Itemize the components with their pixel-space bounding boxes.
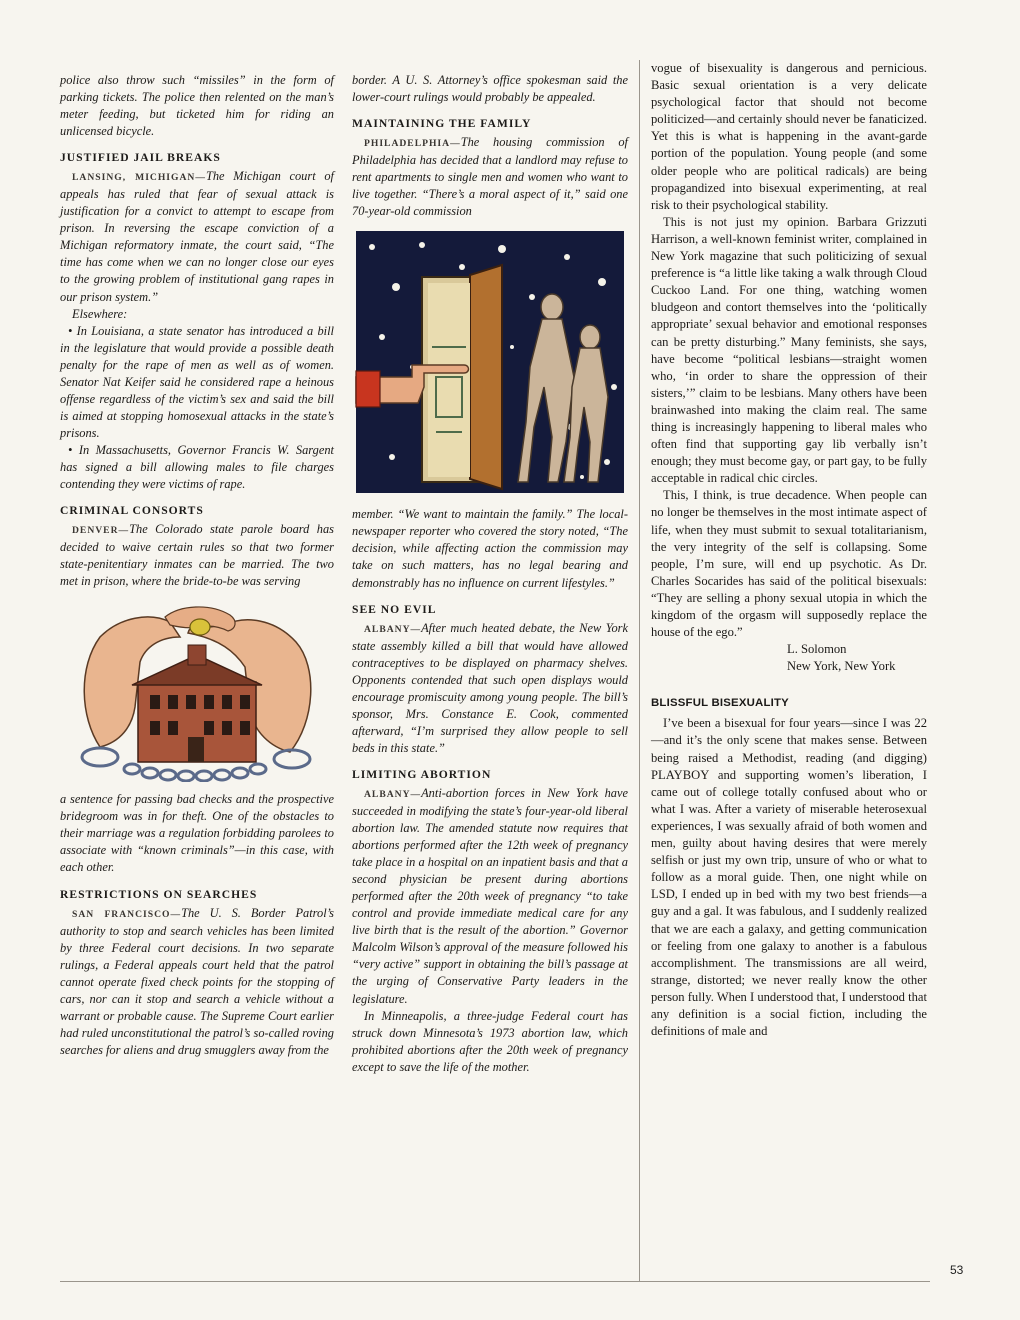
letter-paragraph-2: This is not just my opinion. Barbara Grizzuti Harrison, a well-known feminist writer, complained in New York magazine that such politicizing of sexual preference is “a little like taking a walk through Cloud Cuckoo Land. For one thing, watching women bludgeon and contort themselves into the ‘politically appropriate’ sexual behavior and emotional responses can be pretty disturbing.” Many feminists, she says, have become “political lesbians—straight women who, ‘in order to share the oppression of their sisters,’” claim to be lesbians. Many others have been brainwashed into making the claim real. The same thing is increasingly happening to liberal males who often find that supporting gay lib verbally isn’t enough; they must become gay, or part gay, to be fully acceptable in radical chic circles. bbox=[651, 214, 927, 486]
article-see-no-evil bbox=[352, 620, 628, 757]
article-text: The Colorado state parole board has decided to waive certain rules so that two former state-penitentiary inmates can be married. The two met in prison, where the bride-to-be was serving bbox=[60, 522, 334, 589]
handcuffs-illustration bbox=[60, 597, 334, 782]
article-maintaining-family bbox=[352, 134, 628, 220]
article-text: After much heated debate, the New York state assembly killed a bill that would have allowed contraceptives to be displayed on pharmacy shelves. Opponents contended that such open displays would encourage promiscuity among young people. The bill’s sponsor, Mrs. Constance E. Cook, commented afterward, “I’m surprised they allow people to sell beds in this state.” bbox=[352, 620, 628, 755]
article-limiting-abortion bbox=[352, 785, 628, 1008]
letter-paragraph-3: This, I think, is true decadence. When people can no longer be themselves in the most intimate aspect of life, when they must submit to sexual totalitarianism, the very integrity of the self is collapsing. Some people, I’m sure, will end up psychotic. As Dr. Charles Socarides has said of the political bisexuals: “They are selling a phony sexual utopia in which the kingdom of the orgasm will supposedly replace the house of the ego.” bbox=[651, 488, 927, 640]
article-criminal-consorts-cont: a sentence for passing bad checks and the prospective bridegroom was in for theft. One of the obstacles to their marriage was a regulation forbidding parolees to associate with “known criminals”—in this case, with each other. bbox=[60, 792, 334, 875]
door-illustration bbox=[352, 227, 628, 497]
bullet-massachusetts: • In Massachusetts, Governor Francis W. Sargent has signed a bill allowing males to file charges contending they were victims of rape. bbox=[60, 442, 334, 492]
article-text: Anti-abortion forces in New York have succeeded in modifying the state’s four-year-old liberal abortion law. The amended statute now requires that abortions performed after the 12th week of pregnancy take place in a hospital on an inpatient basis and that a second physician be present during abortions performed after the 20th week of pregnancy “to take control and provide immediate medical care for any live birth that is the result of the abortion.” Governor Malcolm Wilson’s approval of the measure followed his “very active” support in obtaining the bill’s passage at the urging of Conservative Party leaders in the legislature. bbox=[352, 785, 628, 1006]
dateline: PHILADELPHIA— bbox=[364, 138, 461, 150]
dateline: SAN FRANCISCO— bbox=[72, 908, 182, 920]
letter-signature-name: L. Solomon bbox=[787, 642, 847, 657]
article-text: The U. S. Border Patrol’s authority to stop and search vehicles has been limited by three Federal court decisions. In two separate rulings, a Federal appeals court held that the patrol cannot operate fixed check points for the stopping of cars, nor can it stop and search a vehicle without a warrant or probable cause. The Supreme Court earlier had ruled unconstitutional the patrol’s so-called roving searches for aliens and drug smugglers away from the bbox=[60, 905, 335, 1057]
article-jail-breaks bbox=[60, 168, 334, 305]
letter-signature-place: New York, New York bbox=[787, 659, 896, 674]
article-text: The Michigan court of appeals has ruled that fear of sexual attack is justification for a convict to attempt to escape from prison. In reversing the escape conviction of a Michigan reformatory inmate, the court said, “The time has come when we can no longer close our eyes to the growing problem of institutional gang rapes in our prison system.” bbox=[60, 169, 334, 304]
page-number: 53 bbox=[950, 1263, 964, 1277]
column-divider bbox=[639, 60, 640, 1281]
letter-paragraph-4: I’ve been a bisexual for four years—since I was 22—and it’s the only scene that makes sense. Between being raised a Methodist, reading (and digging) PLAYBOY and supporting women’s liberation, I came out of college totally confused about who or what I was. After a variety of miserable heterosexual experiences, I was sexually afraid of both women and men, guilty about having desires that were merely selfish or just my own trip, unsure of who or what to follow as a moral guide. Then, one night while on LSD, I ended up in bed with my two best friends—a guy and a gal. It was fabulous, and I suddenly realized that we are each a galaxy, and getting communication or feeling from one galaxy to another is a fabulous accomplishment. The transmissions are all weird, strange, distorted; we never really know the other person fully. When I understood that, I understood that any definition is a social fiction, including the definitions of male and bbox=[651, 716, 927, 1039]
col1-intro: police also throw such “missiles” in the form of parking tickets. The police then relented on the man’s meter feeding, but ticketed him for riding an unlicensed bicycle. bbox=[60, 73, 334, 139]
elsewhere-label: Elsewhere: bbox=[72, 306, 128, 321]
headline-limiting-abortion: LIMITING ABORTION bbox=[352, 767, 492, 781]
column-1 bbox=[60, 72, 334, 1059]
dateline: LANSING, MICHIGAN— bbox=[72, 172, 206, 184]
bullet-louisiana: • In Louisiana, a state senator has introduced a bill in the legislature that would provide a possible death penalty for the rape of men as well as of women. Senator Nat Keifer said he considered rape a heinous offense regardless of the victim’s sex and said the bill is aimed at stopping homosexual attacks in the state’s prisons. bbox=[60, 323, 334, 440]
bottom-rule bbox=[60, 1281, 930, 1282]
dateline: ALBANY— bbox=[364, 623, 422, 635]
headline-criminal-consorts: CRIMINAL CONSORTS bbox=[60, 504, 204, 518]
headline-justified-jail-breaks: JUSTIFIED JAIL BREAKS bbox=[60, 151, 221, 165]
headline-blissful-bisexuality: BLISSFUL BISEXUALITY bbox=[651, 697, 789, 710]
column-2 bbox=[352, 72, 628, 1076]
headline-maintaining-the-family: MAINTAINING THE FAMILY bbox=[352, 117, 532, 131]
article-maintaining-family-cont: member. “We want to maintain the family.” The local-newspaper reporter who covered the story noted, “The decision, while affecting action the commission may take on such matters, has no legal bearing and demonstrably has no influence on current lifestyles.” bbox=[352, 507, 628, 590]
dateline: ALBANY— bbox=[364, 788, 422, 800]
headline-see-no-evil: SEE NO EVIL bbox=[352, 602, 437, 616]
letter-paragraph-1: vogue of bisexuality is dangerous and pernicious. Basic sexual orientation is a very delicate psychological factor that should not become politicized—and certainly should never be fanaticized. Yet this is what is happening in the avant-garde portion of the population. Young people (and some older people who are political radicals) are being propagandized into bisexual experimenting, at real risk to their psychological stability. bbox=[651, 61, 927, 212]
col2-intro: border. A U. S. Attorney’s office spokesman said the lower-court rulings would probably be appealed. bbox=[352, 73, 628, 105]
article-criminal-consorts bbox=[60, 521, 334, 590]
headline-restrictions-on-searches: RESTRICTIONS ON SEARCHES bbox=[60, 887, 258, 901]
dateline: DENVER— bbox=[72, 525, 130, 537]
column-3 bbox=[651, 60, 927, 1040]
article-restrictions bbox=[60, 905, 334, 1059]
article-minneapolis: In Minneapolis, a three-judge Federal court has struck down Minnesota’s 1973 abortion law, which prohibited abortions after the 20th week of pregnancy except to save the life of the mother. bbox=[352, 1008, 628, 1074]
article-text: The housing commission of Philadelphia has decided that a landlord may refuse to rent apartments to single men and women who want to live together. “There’s a moral aspect of it,” said one 70-year-old commission bbox=[352, 135, 628, 219]
